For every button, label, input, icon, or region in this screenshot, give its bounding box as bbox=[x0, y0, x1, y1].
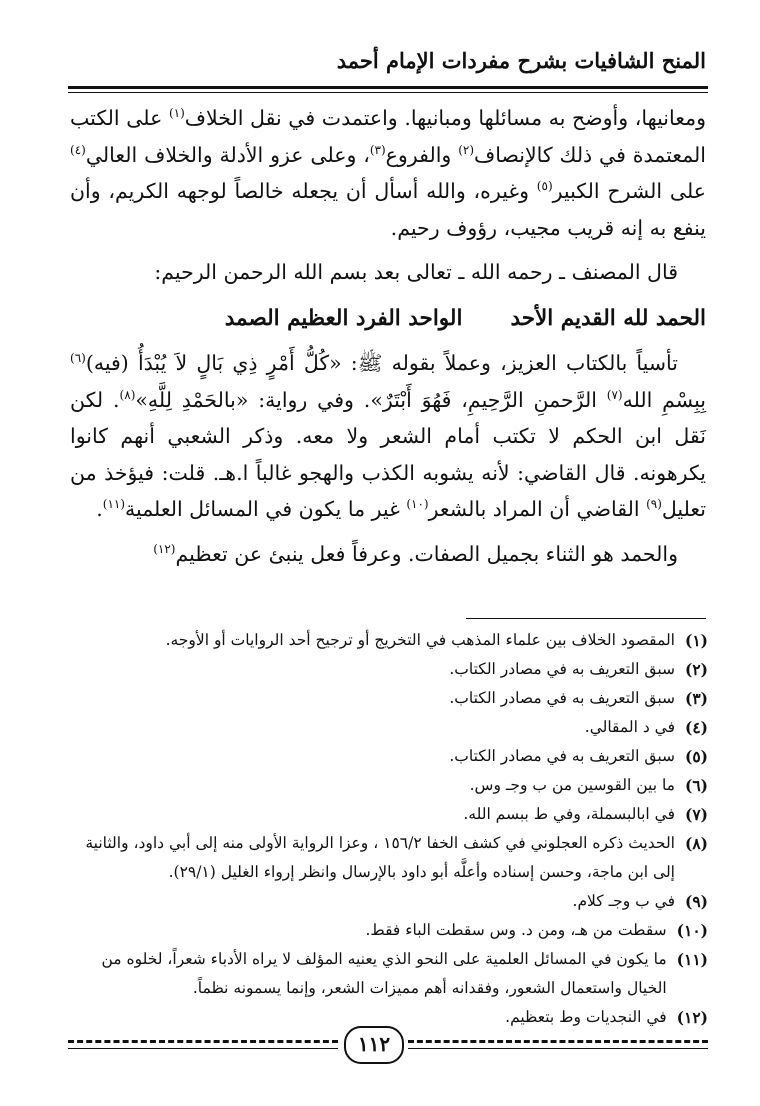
footnote-text: ما يكون في المسائل العلمية على النحو الذي يعنيه المؤلف لا يراه الأدباء شعراً، لخلوه من الخيال واستعمال الشعور، وفقدانه أهم مميزات الشعر، وإنما يسمونه نظماً. bbox=[101, 950, 667, 997]
text-run: تأسياً بالكتاب العزيز، وعملاً بقوله ﷺ: «كُلُّ أَمْرٍ ذِي بَالٍ لاَ يُبْدَأُ (فيه) bbox=[85, 351, 678, 375]
footnote-text: سبق التعريف به في مصادر الكتاب. bbox=[449, 660, 675, 678]
footnote-text: الحديث ذكره العجلوني في كشف الخفا ١٥٦/٢ ، وعزا الرواية الأولى منه إلى أبي داود، والثانية إلى ابن ماجة، وحسن إسناده وأعلَّه أبو داود بالإرسال وانظر إرواء الغليل (٢٩/١). bbox=[85, 834, 675, 881]
header-rule-thin bbox=[68, 92, 708, 93]
footnote-number: (٥) bbox=[684, 747, 708, 766]
footnote-item bbox=[64, 800, 708, 829]
footnote-separator bbox=[466, 618, 706, 619]
text-run: على الشرح الكبير bbox=[552, 179, 707, 203]
text-run: بِبِسْمِ الله bbox=[622, 387, 706, 412]
paragraph-author-intro: قال المصنف ـ رحمه الله ـ تعالى بعد بسم الله الرحمن الرحيم: bbox=[154, 260, 678, 284]
footnote-text: سبق التعريف به في مصادر الكتاب. bbox=[449, 689, 675, 707]
footnote-text: سبق التعريف به في مصادر الكتاب. bbox=[449, 747, 675, 765]
text-run: . bbox=[96, 497, 103, 521]
footnote-item bbox=[64, 916, 708, 945]
footnotes-list bbox=[64, 626, 708, 1032]
page-footer bbox=[68, 1026, 708, 1066]
footnote-number: (٣) bbox=[684, 689, 708, 708]
footnote-ref[interactable]: (٤) bbox=[70, 142, 86, 157]
text-run: ، وعلى عزو الأدلة والخلاف العالي bbox=[85, 142, 370, 167]
footnote-ref[interactable]: (٢) bbox=[458, 142, 475, 157]
footnote-ref[interactable]: (١١) bbox=[102, 497, 126, 512]
header-rule-thick bbox=[68, 86, 708, 89]
footnote-number: (١١) bbox=[676, 950, 708, 969]
footnote-text: في النجديات وط بتعظيم. bbox=[505, 1008, 667, 1026]
footer-dashed-rule-right bbox=[408, 1040, 708, 1043]
footnote-text: ما بين القوسين من ب وجـ وس. bbox=[469, 776, 675, 794]
footnote-number: (٤) bbox=[684, 718, 708, 737]
footnote-number: (١٢) bbox=[676, 1008, 708, 1027]
text-run: الرَّحمنِ الرَّحِيمِ، فَهُوَ أَبْتَرٌ». وفي رواية: «بالحَمْدِ لِلَّهِ» bbox=[135, 387, 607, 412]
paragraph-1 bbox=[70, 100, 706, 246]
text-run: وغيره، والله أسأل أن يجعله خالصاً لوجهه الكريم، وأن ينفع به إنه قريب مجيب، رؤوف رحيم. bbox=[70, 179, 706, 240]
paragraph-3 bbox=[70, 345, 706, 528]
verse-hemistich-left: الواحد الفرد العظيم الصمد bbox=[224, 305, 463, 331]
footnote-ref[interactable]: (١٠) bbox=[406, 497, 429, 512]
footnote-number: (٩) bbox=[684, 892, 708, 911]
footnote-item bbox=[64, 626, 708, 655]
footnote-text: في د المقالي. bbox=[584, 718, 675, 736]
footnote-item bbox=[64, 684, 708, 713]
footer-thin-rule-right bbox=[408, 1048, 708, 1049]
text-run: والحمد هو الثناء بجميل الصفات. وعرفاً فعل ينبئ عن تعظيم bbox=[175, 541, 678, 566]
footnote-ref[interactable]: (٨) bbox=[119, 387, 136, 402]
footer-thin-rule-left bbox=[68, 1048, 338, 1049]
footnote-text: في ابالبسملة، وفي ط ببسم الله. bbox=[463, 805, 675, 823]
text-run: على الكتب المعتمدة في ذلك كالإنصاف bbox=[70, 106, 706, 167]
footnote-ref[interactable]: (٦) bbox=[70, 351, 86, 366]
page-number: ١١٢ bbox=[344, 1026, 404, 1064]
main-text bbox=[70, 100, 706, 572]
text-run: ومعانيها، وأوضح به مسائلها ومبانيها. واعتمدت في نقل الخلاف bbox=[184, 106, 706, 130]
footnote-ref[interactable]: (٥) bbox=[536, 179, 553, 194]
text-run: القاضي أن المراد بالشعر bbox=[428, 497, 647, 521]
footnote-item bbox=[64, 829, 708, 887]
footnote-number: (٦) bbox=[684, 776, 708, 795]
verse-line bbox=[70, 301, 706, 338]
footnote-item bbox=[64, 945, 708, 1003]
footnote-text: سقطت من هـ، ومن د. وس سقطت الباء فقط. bbox=[365, 921, 667, 939]
footnote-number: (٨) bbox=[684, 834, 708, 853]
running-header-title: المنح الشافيات بشرح مفردات الإمام أحمد bbox=[336, 48, 706, 73]
text-run: غير ما يكون في المسائل العلمية bbox=[125, 497, 407, 521]
footnote-item bbox=[64, 655, 708, 684]
footnote-number: (١٠) bbox=[676, 921, 708, 940]
verse-hemistich-right: الحمد لله القديم الأحد bbox=[510, 305, 706, 331]
footer-dashed-rule-left bbox=[68, 1040, 338, 1043]
text-run: . لكن نَقل ابن الحكم لا تكتب أمام الشعر ولا معه. وذكر الشعبي أنهم كانوا يكرهونه. قال القاضي: لأنه يشوبه الكذب والهجو غالباً ا.هـ. قلت: فيؤخذ من تعليل bbox=[70, 387, 706, 521]
footnote-ref[interactable]: (١) bbox=[168, 106, 185, 121]
footnote-item bbox=[64, 742, 708, 771]
paragraph-4 bbox=[70, 536, 706, 573]
footnote-ref[interactable]: (٩) bbox=[646, 497, 662, 512]
footnote-item bbox=[64, 713, 708, 742]
footnote-item bbox=[64, 887, 708, 916]
footnote-ref[interactable]: (٧) bbox=[606, 387, 623, 402]
footnote-number: (٧) bbox=[684, 805, 708, 824]
footnote-ref[interactable]: (٣) bbox=[369, 142, 386, 157]
footnote-number: (٢) bbox=[684, 660, 708, 679]
footnote-text: في ب وجـ كلام. bbox=[572, 892, 675, 910]
footnote-number: (١) bbox=[684, 631, 708, 650]
text-run: والفروع bbox=[385, 142, 459, 167]
footnote-text: المقصود الخلاف بين علماء المذهب في التخريج أو ترجيح أحد الروايات أو الأوجه. bbox=[165, 631, 675, 649]
footnote-ref[interactable]: (١٢) bbox=[153, 541, 176, 556]
footnote-item bbox=[64, 771, 708, 800]
